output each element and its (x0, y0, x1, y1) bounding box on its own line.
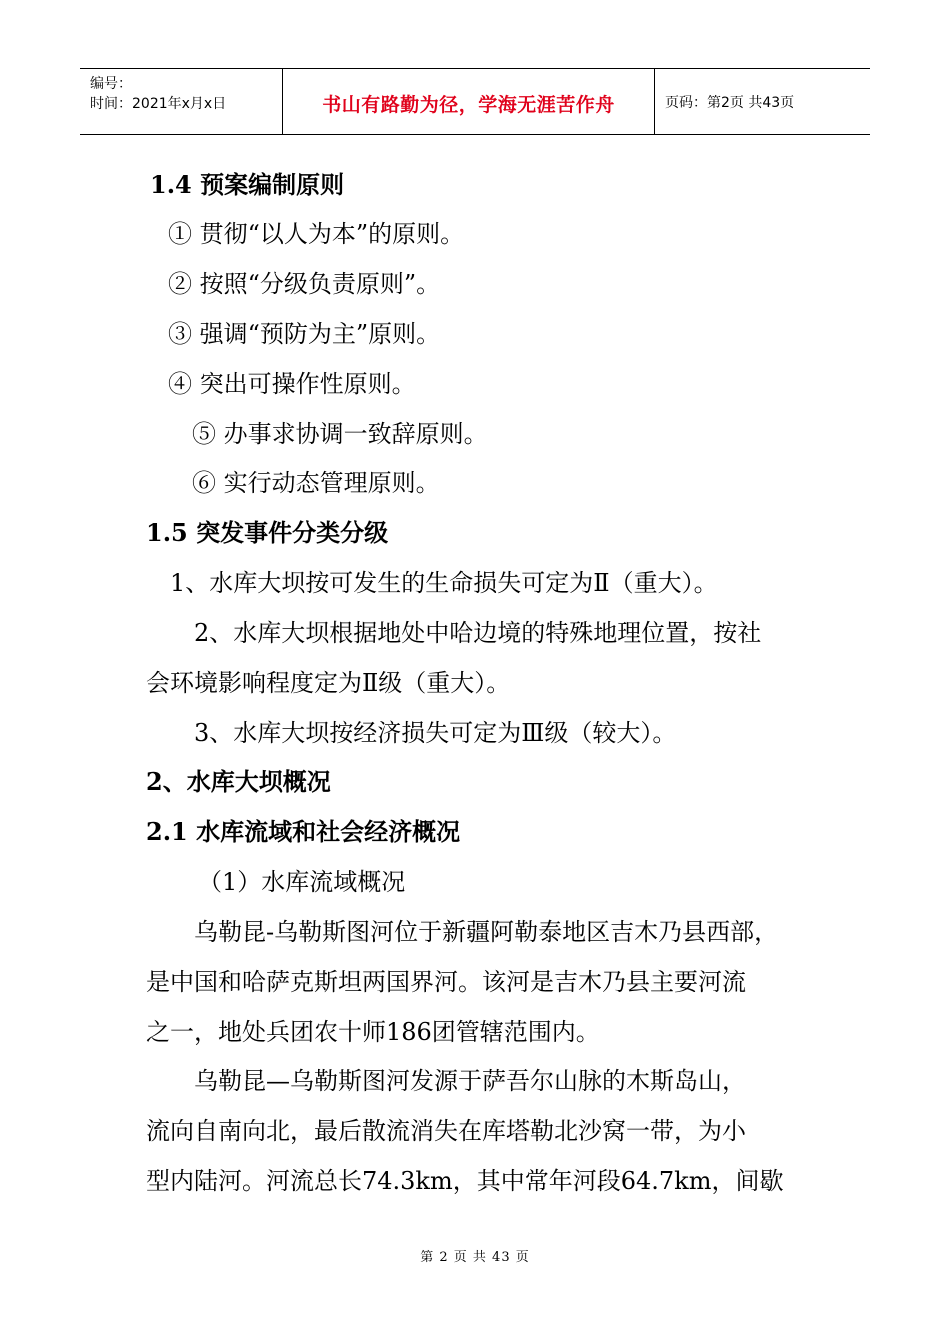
paragraph: 3、水库大坝按经济损失可定为Ⅲ级（较大）。 (194, 719, 677, 747)
paragraph: 1、水库大坝按可发生的生命损失可定为Ⅱ（重大）。 (170, 569, 718, 597)
paragraph: ② 按照“分级负责原则”。 (168, 270, 441, 298)
header-meta (80, 69, 283, 134)
section-heading: 2.1 水库流域和社会经济概况 (146, 817, 461, 846)
paragraph: ④ 突出可操作性原则。 (168, 370, 416, 398)
paragraph: 流向自南向北，最后散流消失在库塔勒北沙窝一带，为小 (146, 1117, 746, 1145)
header-page-cell (655, 69, 870, 134)
section-heading: 2、水库大坝概况 (146, 767, 331, 796)
paragraph: （1）水库流域概况 (198, 868, 406, 896)
paragraph: 乌勒昆—乌勒斯图河发源于萨吾尔山脉的木斯岛山， (194, 1067, 746, 1095)
paragraph: ① 贯彻“以人为本”的原则。 (168, 220, 465, 248)
paragraph: ⑥ 实行动态管理原则。 (192, 469, 440, 497)
time-label: 时间：2021年x月x日 (90, 96, 227, 112)
paragraph: ⑤ 办事求协调一致辞原则。 (192, 420, 488, 448)
motto: 书山有路勤为径，学海无涯苦作舟 (322, 93, 615, 116)
page-header (80, 68, 870, 135)
paragraph: 2、水库大坝根据地处中哈边境的特殊地理位置，按社 (194, 619, 762, 647)
page-footer: 第 2 页 共 43 页 (420, 1250, 530, 1265)
serial-label: 编号： (90, 76, 132, 92)
page-number-label: 页码：第2页 共43页 (665, 94, 795, 111)
header-motto-cell (283, 69, 655, 134)
section-heading: 1.4 预案编制原则 (150, 170, 345, 199)
paragraph: 之一，地处兵团农十师186团管辖范围内。 (146, 1018, 600, 1046)
paragraph: ③ 强调“预防为主”原则。 (168, 320, 441, 348)
paragraph: 乌勒昆-乌勒斯图河位于新疆阿勒泰地区吉木乃县西部， (194, 918, 779, 946)
section-heading: 1.5 突发事件分类分级 (146, 518, 389, 547)
paragraph: 型内陆河。河流总长74.3km，其中常年河段64.7km，间歇 (146, 1167, 784, 1195)
paragraph: 会环境影响程度定为Ⅱ级（重大）。 (146, 669, 511, 697)
paragraph: 是中国和哈萨克斯坦两国界河。该河是吉木乃县主要河流 (146, 968, 746, 996)
